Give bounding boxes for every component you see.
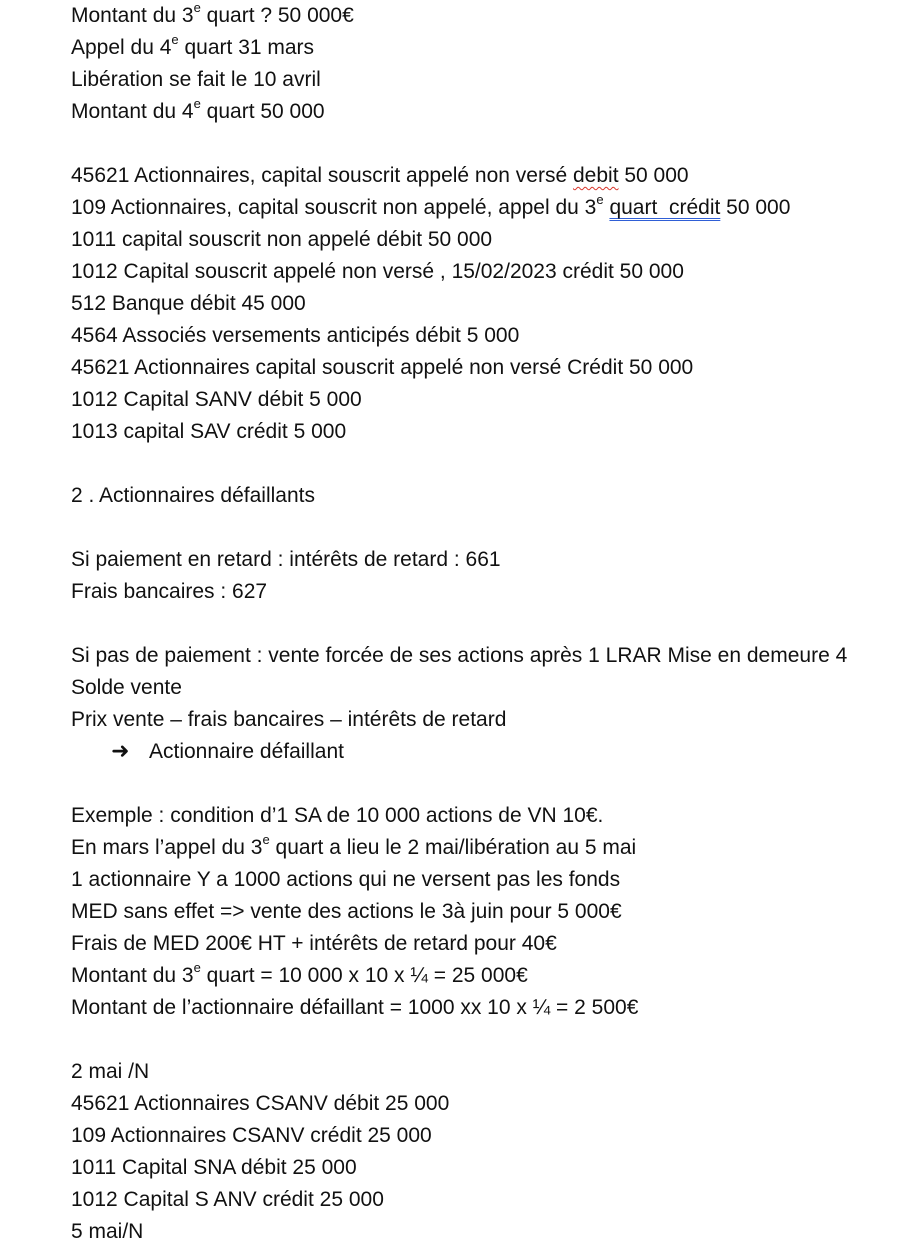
example-line: MED sans effet => vente des actions le 3à juin pour 5 000€ <box>71 900 622 923</box>
journal-entry-line: 45621 Actionnaires capital souscrit appelé non versé Crédit 50 000 <box>71 356 694 379</box>
journal-entry-line: 1012 Capital souscrit appelé non versé , 15/02/2023 crédit 50 000 <box>71 260 684 283</box>
late-payment-line: Si paiement en retard : intérêts de retard : 661 <box>71 548 501 571</box>
superscript: e <box>193 96 201 111</box>
blank-line <box>71 448 924 480</box>
journal-entry-line: 1012 Capital S ANV crédit 25 000 <box>71 1188 384 1211</box>
superscript: e <box>193 960 201 975</box>
bank-fees-line: Frais bancaires : 627 <box>71 580 268 603</box>
date-line: 5 mai/N <box>71 1220 144 1240</box>
bullet-text: Actionnaire défaillant <box>149 740 344 763</box>
blank-line <box>71 768 924 800</box>
blank-line <box>71 1024 924 1056</box>
sale-price-line: Prix vente – frais bancaires – intérêts de retard <box>71 708 507 731</box>
journal-entry-line: 4564 Associés versements anticipés débit 5 000 <box>71 324 520 347</box>
no-payment-line: Si pas de paiement : vente forcée de ses actions après 1 LRAR Mise en demeure 4 <box>71 644 848 667</box>
journal-entry-line: 1011 capital souscrit non appelé débit 50 000 <box>71 228 493 251</box>
text: Appel du 4 <box>71 36 172 59</box>
date-line: 2 mai /N <box>71 1060 150 1083</box>
superscript: e <box>171 32 179 47</box>
text: quart 50 000 <box>200 100 325 123</box>
grammar-flagged-text[interactable]: quart crédit <box>609 196 721 219</box>
journal-entry-line <box>71 192 924 224</box>
superscript: e <box>193 0 201 15</box>
example-line: Frais de MED 200€ HT + intérêts de retard pour 40€ <box>71 932 557 955</box>
journal-entry-line <box>71 160 924 192</box>
example-line: Montant de l’actionnaire défaillant = 1000 xx 10 x ¼ = 2 500€ <box>71 996 639 1019</box>
text: 45621 Actionnaires, capital souscrit appelé non versé <box>71 164 573 187</box>
example-line <box>71 960 924 992</box>
sale-balance-line: Solde vente <box>71 676 182 699</box>
right-arrow-icon: ➜ <box>111 739 130 764</box>
text: Montant du 3 <box>71 4 194 27</box>
quarter4-amount-line <box>71 96 924 128</box>
superscript: e <box>596 192 604 207</box>
journal-entry-line: 1012 Capital SANV débit 5 000 <box>71 388 362 411</box>
text: quart a lieu le 2 mai/libération au 5 mai <box>269 836 637 859</box>
document-page <box>71 0 924 1240</box>
bullet-item <box>71 736 924 768</box>
journal-entry-line: 512 Banque débit 45 000 <box>71 292 306 315</box>
text: 109 Actionnaires, capital souscrit non appelé, appel du 3 <box>71 196 597 219</box>
blank-line <box>71 512 924 544</box>
example-line <box>71 832 924 864</box>
journal-entry-line: 109 Actionnaires CSANV crédit 25 000 <box>71 1124 432 1147</box>
blank-line <box>71 608 924 640</box>
text: 50 000 <box>618 164 689 187</box>
quarter3-amount-line <box>71 0 924 32</box>
example-line: 1 actionnaire Y a 1000 actions qui ne versent pas les fonds <box>71 868 621 891</box>
text: En mars l’appel du 3 <box>71 836 263 859</box>
journal-entry-line: 1011 Capital SNA débit 25 000 <box>71 1156 357 1179</box>
superscript: e <box>262 832 270 847</box>
example-line: Exemple : condition d’1 SA de 10 000 actions de VN 10€. <box>71 804 604 827</box>
blank-line <box>71 128 924 160</box>
journal-entry-line: 1013 capital SAV crédit 5 000 <box>71 420 347 443</box>
liberation-line: Libération se fait le 10 avril <box>71 68 321 91</box>
text: 50 000 <box>720 196 791 219</box>
text: quart = 10 000 x 10 x ¼ = 25 000€ <box>200 964 528 987</box>
journal-entry-line: 45621 Actionnaires CSANV débit 25 000 <box>71 1092 450 1115</box>
text: Montant du 4 <box>71 100 194 123</box>
text: Montant du 3 <box>71 964 194 987</box>
text: quart ? 50 000€ <box>200 4 354 27</box>
spelling-flagged-word[interactable]: debit <box>572 164 619 187</box>
section-heading: 2 . Actionnaires défaillants <box>71 484 315 507</box>
quarter4-call-line <box>71 32 924 64</box>
text: quart 31 mars <box>178 36 315 59</box>
